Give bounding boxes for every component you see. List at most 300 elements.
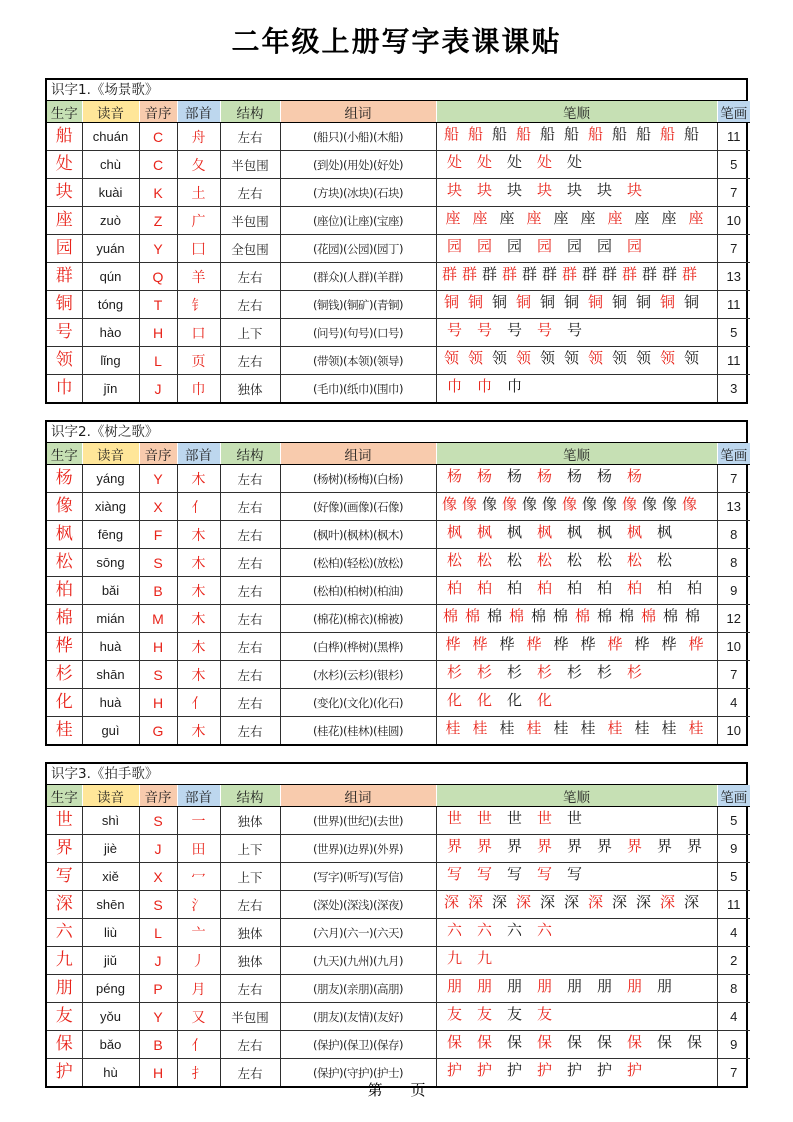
stroke-step: 巾 [476,377,492,395]
cell-radical: 扌 [177,1059,220,1087]
cell-structure: 左右 [220,1031,280,1059]
table-row [47,521,750,549]
stroke-step: 棉 [574,607,590,625]
stroke-step: 枫 [536,523,552,541]
stroke-step: 杨 [566,467,582,485]
cell-structure: 左右 [220,493,280,521]
cell-words: (世界)(世纪)(去世) [280,807,436,835]
stroke-step: 保 [686,1033,702,1051]
stroke-step: 桂 [499,719,515,737]
stroke-step: 界 [566,837,582,855]
cell-stroke-order [436,947,717,975]
cell-radical: 氵 [177,891,220,919]
cell-structure: 左右 [220,975,280,1003]
cell-stroke-order [436,151,717,179]
cell-initial: B [139,577,177,605]
stroke-step: 铜 [611,293,627,311]
stroke-step: 座 [607,209,623,227]
stroke-step: 桂 [553,719,569,737]
stroke-step: 深 [635,893,651,911]
cell-structure: 左右 [220,633,280,661]
stroke-step: 柏 [596,579,612,597]
cell-stroke-count: 9 [717,577,750,605]
stroke-step: 松 [566,551,582,569]
cell-structure: 左右 [220,179,280,207]
stroke-step: 群 [461,265,477,283]
stroke-step: 块 [476,181,492,199]
stroke-step: 像 [561,495,577,513]
cell-radical: 广 [177,207,220,235]
stroke-step: 化 [476,691,492,709]
stroke-step: 保 [626,1033,642,1051]
stroke-step: 船 [539,125,555,143]
stroke-step: 界 [686,837,702,855]
stroke-step: 像 [641,495,657,513]
cell-stroke-count: 7 [717,465,750,493]
col-header-stroke-count: 笔画 [717,101,750,123]
cell-pinyin: bǎi [82,577,139,605]
stroke-step: 枫 [596,523,612,541]
stroke-step: 铜 [659,293,675,311]
cell-pinyin: bǎo [82,1031,139,1059]
worksheet-table [45,420,748,746]
table-row [47,319,750,347]
stroke-step: 桦 [607,635,623,653]
table-row [47,493,750,521]
worksheet-table [45,762,748,1088]
stroke-step: 铜 [491,293,507,311]
cell-stroke-count: 5 [717,319,750,347]
stroke-step: 座 [472,209,488,227]
cell-words: (座位)(让座)(宝座) [280,207,436,235]
cell-words: (松柏)(轻松)(放松) [280,549,436,577]
cell-character: 友 [47,1003,82,1031]
cell-stroke-order [436,235,717,263]
stroke-step: 像 [661,495,677,513]
stroke-step: 保 [506,1033,522,1051]
footer-page-prefix: 第 [367,1081,383,1099]
cell-structure: 独体 [220,807,280,835]
cell-words: (写字)(听写)(写信) [280,863,436,891]
stroke-step: 块 [446,181,462,199]
cell-structure: 左右 [220,689,280,717]
stroke-step: 友 [446,1005,462,1023]
cell-initial: P [139,975,177,1003]
stroke-step: 化 [446,691,462,709]
cell-words: (松柏)(柏树)(柏油) [280,577,436,605]
col-header-stroke-order: 笔顺 [436,443,717,465]
stroke-step: 棉 [640,607,656,625]
stroke-step: 船 [683,125,699,143]
cell-character: 化 [47,689,82,717]
cell-structure: 左右 [220,263,280,291]
cell-stroke-order [436,123,717,151]
col-header-words: 组词 [280,785,436,807]
cell-stroke-count: 13 [717,263,750,291]
cell-stroke-count: 9 [717,835,750,863]
stroke-step: 杉 [596,663,612,681]
cell-stroke-order [436,605,717,633]
worksheet-table [45,78,748,404]
cell-stroke-order [436,863,717,891]
stroke-step: 界 [596,837,612,855]
stroke-step: 界 [536,837,552,855]
stroke-step: 像 [601,495,617,513]
stroke-step: 巾 [506,377,522,395]
stroke-step: 铜 [539,293,555,311]
stroke-step: 界 [476,837,492,855]
stroke-step: 领 [515,349,531,367]
stroke-step: 棉 [596,607,612,625]
cell-stroke-order [436,549,717,577]
cell-initial: Y [139,465,177,493]
cell-pinyin: shēn [82,891,139,919]
cell-stroke-order [436,521,717,549]
col-header-char: 生字 [47,443,82,465]
stroke-step: 铜 [443,293,459,311]
stroke-step: 块 [566,181,582,199]
stroke-step: 棉 [530,607,546,625]
tables-container [45,78,748,1104]
stroke-step: 六 [506,921,522,939]
cell-structure: 半包围 [220,1003,280,1031]
stroke-step: 园 [446,237,462,255]
cell-pinyin: hù [82,1059,139,1087]
stroke-step: 群 [541,265,557,283]
cell-pinyin: lǐng [82,347,139,375]
stroke-step: 深 [611,893,627,911]
cell-initial: S [139,549,177,577]
stroke-step: 像 [521,495,537,513]
cell-pinyin: péng [82,975,139,1003]
stroke-step: 护 [446,1061,462,1079]
cell-words: (棉花)(棉衣)(棉被) [280,605,436,633]
cell-stroke-count: 8 [717,521,750,549]
cell-structure: 左右 [220,549,280,577]
table-row [47,577,750,605]
cell-stroke-count: 5 [717,863,750,891]
stroke-step: 界 [506,837,522,855]
cell-structure: 半包围 [220,151,280,179]
table-row [47,375,750,403]
stroke-step: 园 [566,237,582,255]
stroke-step: 柏 [506,579,522,597]
stroke-step: 铜 [467,293,483,311]
cell-words: (花园)(公园)(园丁) [280,235,436,263]
stroke-step: 深 [587,893,603,911]
cell-structure: 左右 [220,465,280,493]
cell-initial: F [139,521,177,549]
cell-character: 桂 [47,717,82,745]
cell-initial: S [139,807,177,835]
col-header-radical: 部首 [177,785,220,807]
cell-pinyin: kuài [82,179,139,207]
stroke-step: 园 [626,237,642,255]
stroke-step: 棉 [662,607,678,625]
cell-words: (世界)(边界)(外界) [280,835,436,863]
cell-words: (桂花)(桂林)(桂圆) [280,717,436,745]
cell-radical: 亻 [177,493,220,521]
col-header-stroke-order: 笔顺 [436,785,717,807]
cell-stroke-count: 7 [717,235,750,263]
cell-stroke-count: 10 [717,633,750,661]
stroke-step: 座 [553,209,569,227]
stroke-step: 杉 [506,663,522,681]
stroke-step: 化 [506,691,522,709]
stroke-step: 朋 [566,977,582,995]
table-row [47,123,750,151]
cell-pinyin: yǒu [82,1003,139,1031]
stroke-step: 群 [561,265,577,283]
stroke-step: 松 [656,551,672,569]
stroke-step: 世 [446,809,462,827]
cell-pinyin: chuán [82,123,139,151]
cell-stroke-count: 7 [717,1059,750,1087]
table-row [47,807,750,835]
stroke-step: 朋 [476,977,492,995]
table-row [47,1031,750,1059]
table-row [47,863,750,891]
cell-character: 棉 [47,605,82,633]
table-row [47,975,750,1003]
stroke-step: 深 [539,893,555,911]
stroke-step: 棉 [684,607,700,625]
stroke-step: 桦 [499,635,515,653]
stroke-step: 领 [443,349,459,367]
cell-stroke-count: 11 [717,123,750,151]
header-row [47,785,750,807]
stroke-step: 朋 [656,977,672,995]
stroke-step: 深 [491,893,507,911]
cell-initial: H [139,633,177,661]
stroke-step: 棉 [486,607,502,625]
stroke-step: 处 [446,153,462,171]
cell-initial: X [139,493,177,521]
stroke-step: 枫 [566,523,582,541]
cell-initial: Y [139,235,177,263]
stroke-step: 桂 [607,719,623,737]
cell-pinyin: fēng [82,521,139,549]
cell-character: 深 [47,891,82,919]
cell-structure: 左右 [220,123,280,151]
stroke-step: 桦 [445,635,461,653]
stroke-step: 座 [688,209,704,227]
stroke-step: 深 [515,893,531,911]
cell-stroke-count: 4 [717,919,750,947]
table-row [47,947,750,975]
col-header-initial: 音序 [139,785,177,807]
stroke-step: 像 [681,495,697,513]
stroke-step: 园 [596,237,612,255]
stroke-step: 保 [446,1033,462,1051]
stroke-step: 松 [626,551,642,569]
cell-pinyin: yáng [82,465,139,493]
stroke-step: 号 [476,321,492,339]
cell-pinyin: huà [82,633,139,661]
cell-stroke-count: 8 [717,549,750,577]
stroke-step: 桂 [661,719,677,737]
cell-character: 六 [47,919,82,947]
table-row [47,151,750,179]
stroke-step: 松 [446,551,462,569]
cell-structure: 左右 [220,891,280,919]
table-row [47,179,750,207]
stroke-step: 桦 [472,635,488,653]
cell-structure: 左右 [220,717,280,745]
stroke-step: 领 [539,349,555,367]
stroke-step: 群 [661,265,677,283]
cell-stroke-count: 11 [717,891,750,919]
cell-radical: 钅 [177,291,220,319]
cell-character: 铜 [47,291,82,319]
stroke-step: 保 [596,1033,612,1051]
stroke-step: 朋 [596,977,612,995]
cell-structure: 左右 [220,661,280,689]
col-header-pinyin: 读音 [82,443,139,465]
stroke-step: 保 [566,1033,582,1051]
col-header-structure: 结构 [220,101,280,123]
cell-initial: Z [139,207,177,235]
stroke-step: 领 [587,349,603,367]
cell-character: 护 [47,1059,82,1087]
stroke-step: 桦 [553,635,569,653]
stroke-step: 园 [506,237,522,255]
stroke-step: 铜 [563,293,579,311]
stroke-step: 座 [445,209,461,227]
cell-pinyin: shì [82,807,139,835]
cell-character: 枫 [47,521,82,549]
cell-stroke-order [436,975,717,1003]
stroke-step: 巾 [446,377,462,395]
cell-radical: 月 [177,975,220,1003]
stroke-step: 深 [443,893,459,911]
stroke-step: 船 [659,125,675,143]
stroke-step: 园 [476,237,492,255]
cell-structure: 独体 [220,947,280,975]
stroke-step: 友 [476,1005,492,1023]
stroke-step: 深 [683,893,699,911]
table-row [47,347,750,375]
cell-stroke-count: 4 [717,689,750,717]
stroke-step: 领 [491,349,507,367]
cell-words: (变化)(文化)(化石) [280,689,436,717]
cell-pinyin: jiǔ [82,947,139,975]
cell-initial: L [139,347,177,375]
table-caption: 识字2.《树之歌》 [47,422,746,443]
stroke-step: 园 [536,237,552,255]
stroke-step: 桦 [526,635,542,653]
cell-pinyin: tóng [82,291,139,319]
col-header-pinyin: 读音 [82,101,139,123]
stroke-step: 像 [441,495,457,513]
stroke-step: 六 [536,921,552,939]
cell-radical: 丿 [177,947,220,975]
cell-pinyin: jiè [82,835,139,863]
cell-stroke-count: 13 [717,493,750,521]
cell-initial: S [139,661,177,689]
stroke-step: 座 [634,209,650,227]
stroke-step: 领 [467,349,483,367]
stroke-step: 铜 [515,293,531,311]
cell-initial: Y [139,1003,177,1031]
cell-words: (带领)(本领)(领导) [280,347,436,375]
stroke-step: 护 [506,1061,522,1079]
cell-character: 朋 [47,975,82,1003]
stroke-step: 朋 [626,977,642,995]
stroke-step: 处 [506,153,522,171]
cell-words: (枫叶)(枫林)(枫木) [280,521,436,549]
stroke-step: 群 [621,265,637,283]
stroke-step: 号 [446,321,462,339]
stroke-step: 座 [499,209,515,227]
cell-character: 像 [47,493,82,521]
col-header-radical: 部首 [177,443,220,465]
stroke-step: 群 [581,265,597,283]
stroke-step: 杨 [596,467,612,485]
stroke-step: 像 [481,495,497,513]
cell-character: 世 [47,807,82,835]
cell-initial: C [139,151,177,179]
stroke-step: 朋 [506,977,522,995]
stroke-step: 枫 [476,523,492,541]
cell-stroke-order [436,179,717,207]
stroke-step: 枫 [506,523,522,541]
stroke-step: 棉 [442,607,458,625]
stroke-step: 柏 [476,579,492,597]
cell-stroke-order [436,1003,717,1031]
cell-stroke-order [436,207,717,235]
cell-words: (群众)(人群)(羊群) [280,263,436,291]
cell-stroke-count: 9 [717,1031,750,1059]
cell-stroke-order [436,835,717,863]
cell-stroke-count: 2 [717,947,750,975]
stroke-step: 桂 [472,719,488,737]
stroke-step: 处 [566,153,582,171]
cell-initial: G [139,717,177,745]
stroke-step: 写 [476,865,492,883]
page-footer [0,1079,793,1100]
stroke-step: 号 [506,321,522,339]
cell-stroke-count: 11 [717,347,750,375]
table-row [47,465,750,493]
cell-pinyin: chù [82,151,139,179]
cell-stroke-order [436,263,717,291]
table-row [47,891,750,919]
cell-words: (白桦)(桦树)(黑桦) [280,633,436,661]
stroke-step: 桦 [580,635,596,653]
stroke-step: 号 [566,321,582,339]
cell-character: 保 [47,1031,82,1059]
cell-character: 号 [47,319,82,347]
col-header-initial: 音序 [139,101,177,123]
stroke-step: 铜 [635,293,651,311]
stroke-step: 铜 [587,293,603,311]
cell-radical: 舟 [177,123,220,151]
header-row [47,443,750,465]
cell-radical: 亻 [177,1031,220,1059]
table-row [47,717,750,745]
cell-initial: L [139,919,177,947]
cell-stroke-count: 3 [717,375,750,403]
stroke-step: 处 [476,153,492,171]
stroke-step: 护 [476,1061,492,1079]
cell-stroke-count: 10 [717,717,750,745]
stroke-step: 保 [656,1033,672,1051]
cell-stroke-count: 8 [717,975,750,1003]
cell-pinyin: hào [82,319,139,347]
cell-pinyin: xiě [82,863,139,891]
cell-radical: 木 [177,633,220,661]
